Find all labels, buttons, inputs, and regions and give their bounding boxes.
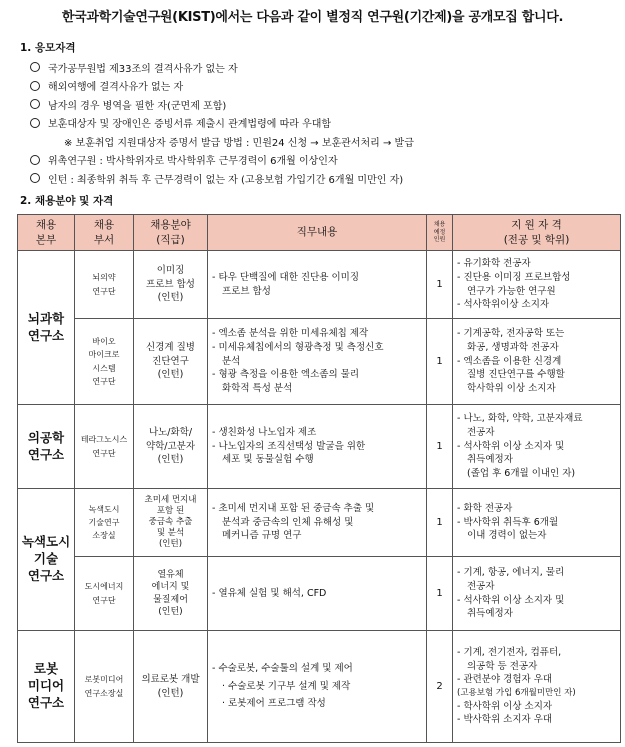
field-cell: 의료로봇 개발 (인턴) — [134, 631, 208, 743]
count-cell: 1 — [427, 489, 453, 557]
org-cell: 녹색도시 기술 연구소 — [18, 489, 75, 631]
circle-bullet-icon — [30, 118, 40, 128]
qualification-item: 위촉연구원 : 박사학위자로 박사학위후 근무경력이 6개월 이상인자 — [30, 151, 620, 170]
count-cell: 1 — [427, 557, 453, 631]
dept-cell: 도시에너지 연구단 — [75, 557, 134, 631]
section-2-heading: 2. 채용분야 및 자격 — [20, 195, 114, 207]
circle-bullet-icon — [30, 173, 40, 183]
duty-cell: - 생친화성 나노입자 제조 - 나노입자의 조직선택성 발굴을 위한 세포 및 동물실험 수행 — [208, 405, 427, 489]
dept-cell: 로봇미디어 연구소장실 — [75, 631, 134, 743]
duty-cell: - 열유체 실험 및 해석, CFD — [208, 557, 427, 631]
dept-cell: 뇌의약 연구단 — [75, 251, 134, 319]
duty-cell: - 타우 단백질에 대한 진단용 이미징 프로브 합성 — [208, 251, 427, 319]
table-row — [18, 405, 621, 489]
dept-cell: 바이오 마이크로 시스템 연구단 — [75, 319, 134, 405]
count-cell: 1 — [427, 405, 453, 489]
header-duty: 직무내용 — [208, 215, 427, 251]
count-cell: 1 — [427, 319, 453, 405]
qualification-item: 해외여행에 결격사유가 없는 자 — [30, 77, 620, 96]
circle-bullet-icon — [30, 81, 40, 91]
req-cell: - 유기화학 전공자 - 진단용 이미징 프로브합성 연구가 가능한 연구원 - 석사학위이상 소지자 — [453, 251, 621, 319]
req-cell: - 기계공학, 전자공학 또는 화공, 생명과학 전공자 - 엑소좀을 이용한 신경계 질병 진단연구를 수행할 학사학위 이상 소지자 — [453, 319, 621, 405]
field-cell: 이미징 프로브 합성 (인턴) — [134, 251, 208, 319]
qualification-note: ※ 보훈취업 지원대상자 증명서 발급 방법 : 민원24 신청 → 보훈관서처리 → 발급 — [64, 137, 414, 149]
count-cell: 2 — [427, 631, 453, 743]
table-row — [18, 489, 621, 557]
header-org: 채용 본부 — [18, 215, 75, 251]
table-row — [18, 557, 621, 631]
req-cell: - 화학 전공자 - 박사학위 취득후 6개월 이내 경력이 없는자 — [453, 489, 621, 557]
org-cell: 의공학 연구소 — [18, 405, 75, 489]
field-cell: 초미세 먼지내 포함 된 중금속 추출 및 분석 (인턴) — [134, 489, 208, 557]
dept-cell: 테라그노시스 연구단 — [75, 405, 134, 489]
header-req: 지 원 자 격 (전공 및 학위) — [453, 215, 621, 251]
circle-bullet-icon — [30, 62, 40, 72]
qualification-item: 보훈대상자 및 장애인은 증빙서류 제출시 관계법령에 따라 우대함 — [30, 114, 620, 133]
qualification-item: 인턴 : 최종학위 취득 후 근무경력이 없는 자 (고용보험 가입기간 6개월 미만인 자) — [30, 169, 620, 188]
org-cell: 뇌과학 연구소 — [18, 251, 75, 405]
req-cell: - 나노, 화학, 약학, 고분자재료 전공자 - 석사학위 이상 소지자 및 취득예정자 (졸업 후 6개월 이내인 자) — [453, 405, 621, 489]
field-cell: 열유체 에너지 및 물질제어 (인턴) — [134, 557, 208, 631]
header-count: 채용 예정 인원 — [427, 215, 453, 251]
qualification-list — [30, 58, 620, 188]
org-cell: 로봇 미디어 연구소 — [18, 631, 75, 743]
dept-cell: 녹색도시 기술연구 소장실 — [75, 489, 134, 557]
duty-cell: - 초미세 먼지내 포함 된 중금속 추출 및 분석과 중금속의 인체 유해성 및 메커니즘 규명 연구 — [208, 489, 427, 557]
circle-bullet-icon — [30, 155, 40, 165]
field-cell: 신경계 질병 진단연구 (인턴) — [134, 319, 208, 405]
section-1-heading: 1. 응모자격 — [20, 42, 76, 54]
duty-cell: - 엑소좀 분석을 위한 미세유체칩 제작 - 미세유체칩에서의 형광측정 및 측정신호 분석 - 형광 측정을 이용한 엑소좀의 물리 화학적 특성 분석 — [208, 319, 427, 405]
table-row — [18, 319, 621, 405]
table-row — [18, 631, 621, 743]
header-dept: 채용 부서 — [75, 215, 134, 251]
field-cell: 나노/화학/ 약학/고분자 (인턴) — [134, 405, 208, 489]
req-cell: - 기계, 항공, 에너지, 물리 전공자 - 석사학위 이상 소지자 및 취득예정자 — [453, 557, 621, 631]
recruitment-table — [17, 214, 621, 743]
page-title: 한국과학기술연구원(KIST)에서는 다음과 같이 별정직 연구원(기간제)을 공개모집 합니다. — [61, 10, 564, 25]
count-cell: 1 — [427, 251, 453, 319]
qualification-item: 남자의 경우 병역을 필한 자(군면제 포함) — [30, 95, 620, 114]
duty-cell: - 수술로봇, 수술툴의 설계 및 제어 · 수술로봇 기구부 설계 및 제작 · 로봇제어 프로그램 작성 — [208, 631, 427, 743]
header-field: 채용분야 (직급) — [134, 215, 208, 251]
table-row — [18, 251, 621, 319]
qualification-item: 국가공무원법 제33조의 결격사유가 없는 자 — [30, 58, 620, 77]
circle-bullet-icon — [30, 99, 40, 109]
table-header-row — [18, 215, 621, 251]
req-cell: - 기계, 전기전자, 컴퓨터, 의공학 등 전공자 - 관련분야 경험자 우대 (고용보험 가입 6개월미만인 자) - 학사학위 이상 소지자 - 박사학위 소지자 우대 — [453, 631, 621, 743]
